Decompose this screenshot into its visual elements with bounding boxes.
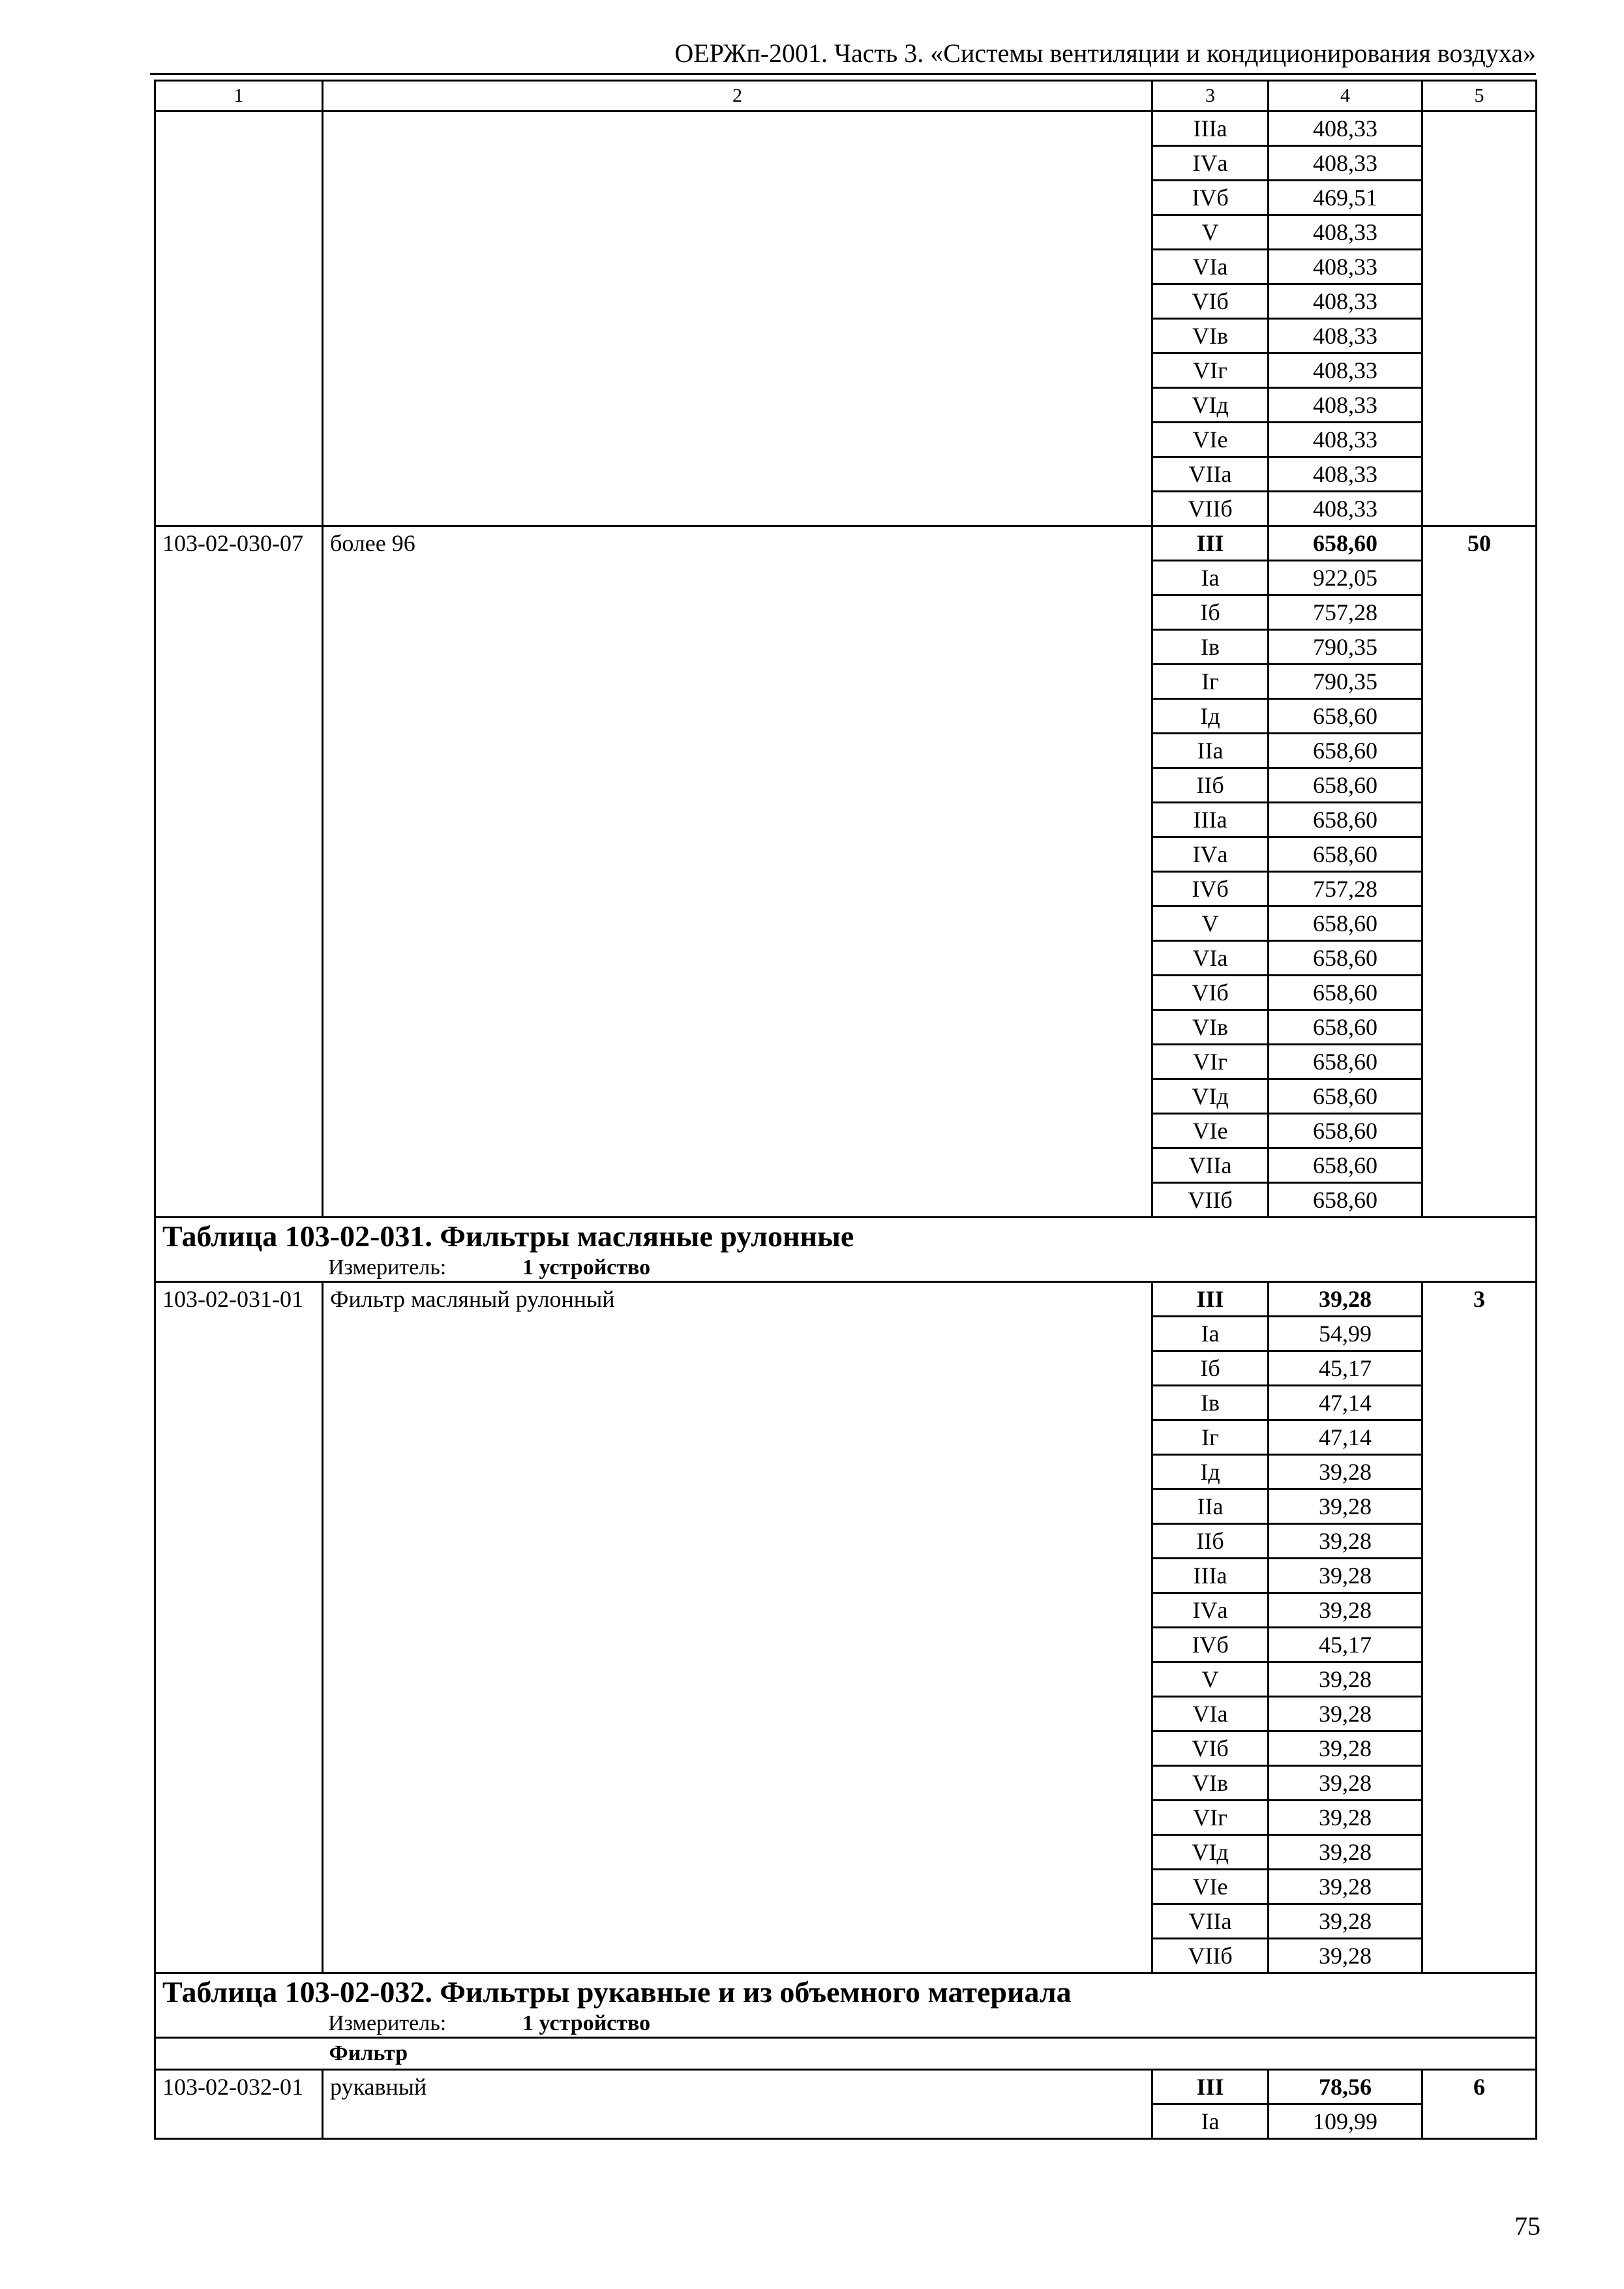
value-cell: 757,28 (1269, 872, 1422, 906)
column-number: 2 (323, 81, 1152, 112)
value-cell: 39,28 (1269, 1731, 1422, 1766)
value-cell: 922,05 (1269, 561, 1422, 595)
zone-cell: IVа (1152, 837, 1269, 872)
value-cell: 39,28 (1269, 1766, 1422, 1801)
zone-cell: Iд (1152, 1455, 1269, 1489)
value-cell: 39,28 (1269, 1559, 1422, 1593)
zone-cell: VIд (1152, 1079, 1269, 1114)
zone-cell: V (1152, 906, 1269, 941)
table-title-row (155, 1973, 1537, 2038)
zone-cell: VIд (1152, 388, 1269, 423)
zone-cell: IIIа (1152, 1559, 1269, 1593)
zone-cell: VIг (1152, 1801, 1269, 1835)
value-cell: 39,28 (1269, 1697, 1422, 1731)
measurement-label: Измеритель: (328, 1255, 447, 1279)
zone-cell: VIIа (1152, 1904, 1269, 1939)
value-cell: 39,28 (1269, 1939, 1422, 1973)
zone-cell: VIIб (1152, 1183, 1269, 1218)
value-cell: 658,60 (1269, 1183, 1422, 1218)
zone-cell: III (1152, 2070, 1269, 2104)
zone-cell: VIIб (1152, 492, 1269, 526)
value-cell: 39,28 (1269, 1282, 1422, 1317)
zone-cell: Iг (1152, 665, 1269, 699)
rate-description: Фильтр масляный рулонный (323, 1282, 1152, 1973)
value-cell: 47,14 (1269, 1420, 1422, 1455)
value-cell: 658,60 (1269, 526, 1422, 561)
value-cell: 658,60 (1269, 941, 1422, 976)
zone-cell: IVб (1152, 1628, 1269, 1662)
zone-cell: VIе (1152, 423, 1269, 457)
value-cell: 45,17 (1269, 1628, 1422, 1662)
zone-cell: VIб (1152, 1731, 1269, 1766)
value-cell: 39,28 (1269, 1489, 1422, 1524)
zone-cell: VIг (1152, 353, 1269, 388)
value-cell: 658,60 (1269, 1010, 1422, 1045)
value-cell: 408,33 (1269, 492, 1422, 526)
rate-code: 103-02-031-01 (155, 1282, 323, 1973)
zone-cell: III (1152, 1282, 1269, 1317)
rate-description (323, 112, 1152, 526)
value-cell: 408,33 (1269, 146, 1422, 181)
rate-description: рукавный (323, 2070, 1152, 2139)
value-cell: 790,35 (1269, 630, 1422, 665)
value-cell: 408,33 (1269, 423, 1422, 457)
zone-cell: VIв (1152, 1010, 1269, 1045)
measurement-value: 1 устройство (522, 1255, 651, 1279)
column-number: 3 (1152, 81, 1269, 112)
value-cell: 658,60 (1269, 803, 1422, 837)
value-cell: 658,60 (1269, 699, 1422, 734)
zone-cell: V (1152, 215, 1269, 250)
column-number: 4 (1269, 81, 1422, 112)
zone-cell: Iг (1152, 1420, 1269, 1455)
table-title-row (155, 1218, 1537, 1282)
value-cell: 39,28 (1269, 1801, 1422, 1835)
measurement-line (162, 1255, 1529, 1281)
value-cell: 39,28 (1269, 1524, 1422, 1559)
zone-cell: Iа (1152, 2104, 1269, 2139)
value-cell: 658,60 (1269, 837, 1422, 872)
value-cell: 47,14 (1269, 1386, 1422, 1420)
value-cell: 658,60 (1269, 1079, 1422, 1114)
zone-cell: VIв (1152, 319, 1269, 353)
zone-cell: IIIа (1152, 803, 1269, 837)
zone-cell: IVа (1152, 146, 1269, 181)
value-cell: 469,51 (1269, 181, 1422, 215)
zone-cell: V (1152, 1662, 1269, 1697)
value-cell: 54,99 (1269, 1317, 1422, 1351)
value-cell: 408,33 (1269, 112, 1422, 146)
value-cell: 408,33 (1269, 353, 1422, 388)
empty-cell (155, 2038, 323, 2070)
zone-cell: VIа (1152, 941, 1269, 976)
value-cell: 658,60 (1269, 734, 1422, 768)
zone-cell: VIе (1152, 1870, 1269, 1904)
column-number: 5 (1422, 81, 1537, 112)
value-cell: 39,28 (1269, 1904, 1422, 1939)
table-row (155, 2070, 1537, 2104)
zone-cell: Iд (1152, 699, 1269, 734)
zone-cell: IIIа (1152, 112, 1269, 146)
value-cell: 408,33 (1269, 388, 1422, 423)
zone-cell: VIд (1152, 1835, 1269, 1870)
zone-cell: Iа (1152, 561, 1269, 595)
value-cell: 790,35 (1269, 665, 1422, 699)
measurement-label: Измеритель: (328, 2011, 447, 2035)
zone-cell: Iв (1152, 630, 1269, 665)
value-cell: 45,17 (1269, 1351, 1422, 1386)
value-cell: 39,28 (1269, 1870, 1422, 1904)
column-5-value: 6 (1422, 2070, 1537, 2139)
table-row (155, 1282, 1537, 1317)
zone-cell: VIв (1152, 1766, 1269, 1801)
value-cell: 408,33 (1269, 457, 1422, 492)
value-cell: 658,60 (1269, 1045, 1422, 1079)
zone-cell: Iа (1152, 1317, 1269, 1351)
value-cell: 658,60 (1269, 1148, 1422, 1183)
zone-cell: VIIа (1152, 457, 1269, 492)
table-title: Таблица 103-02-031. Фильтры масляные рулонные (162, 1219, 854, 1253)
value-cell: 757,28 (1269, 595, 1422, 630)
zone-cell: IIб (1152, 1524, 1269, 1559)
subheading: Фильтр (323, 2038, 1537, 2070)
rate-description: более 96 (323, 526, 1152, 1218)
value-cell: 408,33 (1269, 284, 1422, 319)
zone-cell: VIа (1152, 1697, 1269, 1731)
value-cell: 408,33 (1269, 250, 1422, 284)
price-table-body (155, 81, 1537, 2139)
zone-cell: IVб (1152, 181, 1269, 215)
table-title: Таблица 103-02-032. Фильтры рукавные и из объемного материала (162, 1975, 1072, 2009)
rate-code: 103-02-030-07 (155, 526, 323, 1218)
value-cell: 39,28 (1269, 1455, 1422, 1489)
zone-cell: VIIб (1152, 1939, 1269, 1973)
rate-code (155, 112, 323, 526)
table-row (155, 112, 1537, 146)
measurement-value: 1 устройство (522, 2011, 651, 2035)
measurement-line (162, 2011, 1529, 2037)
page-number: 75 (1514, 2211, 1541, 2241)
zone-cell: Iв (1152, 1386, 1269, 1420)
zone-cell: VIб (1152, 976, 1269, 1010)
header-rule (150, 73, 1536, 75)
zone-cell: VIа (1152, 250, 1269, 284)
value-cell: 39,28 (1269, 1662, 1422, 1697)
zone-cell: IVб (1152, 872, 1269, 906)
value-cell: 408,33 (1269, 319, 1422, 353)
running-header: ОЕРЖп-2001. Часть 3. «Системы вентиляции и кондиционирования воздуха» (674, 38, 1536, 68)
value-cell: 658,60 (1269, 976, 1422, 1010)
column-number-row (155, 81, 1537, 112)
table-title-cell (155, 1218, 1537, 1282)
value-cell: 109,99 (1269, 2104, 1422, 2139)
value-cell: 78,56 (1269, 2070, 1422, 2104)
value-cell: 658,60 (1269, 906, 1422, 941)
zone-cell: VIг (1152, 1045, 1269, 1079)
zone-cell: IIб (1152, 768, 1269, 803)
price-table (154, 80, 1537, 2140)
value-cell: 658,60 (1269, 768, 1422, 803)
value-cell: 658,60 (1269, 1114, 1422, 1148)
zone-cell: IIа (1152, 1489, 1269, 1524)
column-5-value: 50 (1422, 526, 1537, 1218)
zone-cell: VIе (1152, 1114, 1269, 1148)
table-row (155, 526, 1537, 561)
value-cell: 39,28 (1269, 1593, 1422, 1628)
column-5-value: 3 (1422, 1282, 1537, 1973)
value-cell: 408,33 (1269, 215, 1422, 250)
zone-cell: IIа (1152, 734, 1269, 768)
value-cell: 39,28 (1269, 1835, 1422, 1870)
zone-cell: Iб (1152, 1351, 1269, 1386)
subheading-row (155, 2038, 1537, 2070)
rate-code: 103-02-032-01 (155, 2070, 323, 2139)
table-title-cell (155, 1973, 1537, 2038)
column-number: 1 (155, 81, 323, 112)
zone-cell: IVа (1152, 1593, 1269, 1628)
zone-cell: Iб (1152, 595, 1269, 630)
zone-cell: III (1152, 526, 1269, 561)
zone-cell: VIб (1152, 284, 1269, 319)
zone-cell: VIIа (1152, 1148, 1269, 1183)
column-5-value (1422, 112, 1537, 526)
